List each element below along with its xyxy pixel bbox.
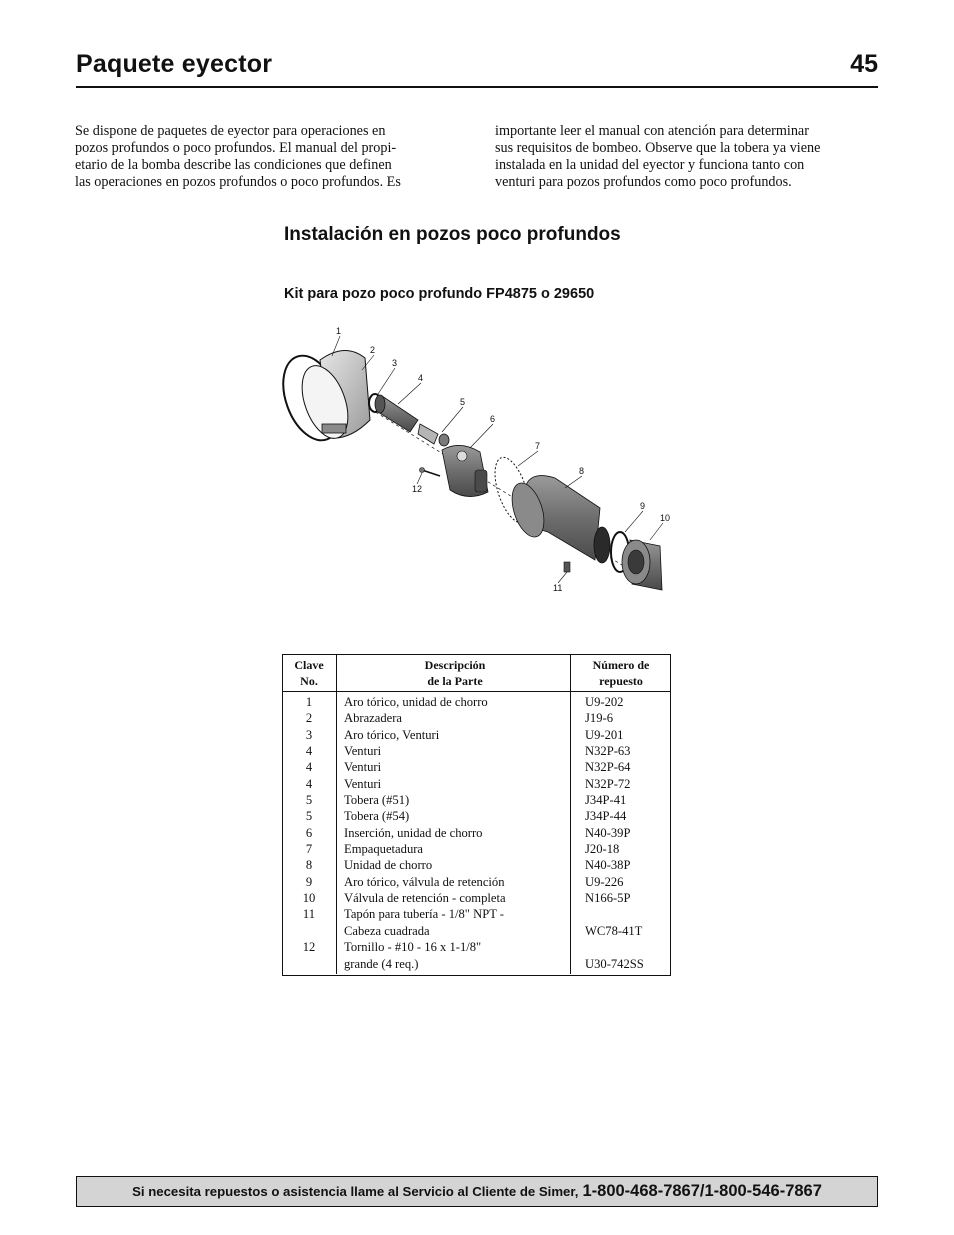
cell-part-number: J34P-44 — [585, 809, 627, 824]
cell-part-number: N32P-63 — [585, 744, 631, 759]
cell-part-number — [571, 939, 672, 955]
intro-right-column — [495, 123, 885, 191]
header-part-line1: Número de — [592, 658, 650, 672]
venturi — [375, 395, 418, 432]
cell-key — [282, 956, 337, 974]
table-row — [282, 692, 671, 711]
cell-description: Abrazadera — [337, 710, 571, 726]
cell-key: 4 — [282, 743, 337, 759]
table-row — [282, 841, 671, 857]
leader-lines — [332, 336, 663, 583]
cell-part-number: N32P-72 — [585, 776, 631, 791]
cell-part-number: U9-202 — [585, 695, 624, 709]
cell-key: 3 — [282, 727, 337, 743]
callout-11: 11 — [553, 583, 563, 593]
jet-unit — [506, 476, 610, 563]
header-key — [282, 654, 337, 692]
callout-12: 12 — [412, 484, 423, 494]
cell-part-number: J20-18 — [585, 842, 620, 857]
intro-line: instalada en la unidad del eyector y funciona tanto con — [495, 157, 805, 173]
clamp — [293, 350, 370, 444]
cell-part-number: N40-39P — [585, 825, 631, 840]
cell-part-number: J34P-41 — [585, 793, 627, 808]
header-key-line1: Clave — [294, 658, 324, 672]
table-row — [282, 890, 671, 906]
header-part-line2: repuesto — [599, 674, 643, 688]
table-row — [282, 956, 671, 974]
table-row — [282, 825, 671, 841]
callout-9: 9 — [640, 501, 646, 511]
cell-description: Tobera (#54) — [337, 808, 571, 824]
header-part-number — [571, 654, 672, 692]
cell-description: Venturi — [337, 759, 571, 775]
table-row — [282, 874, 671, 890]
table-row — [282, 759, 671, 775]
check-valve — [622, 540, 662, 590]
cell-key: 1 — [282, 692, 337, 711]
cell-description: Inserción, unidad de chorro — [337, 825, 571, 841]
cell-key: 10 — [282, 890, 337, 906]
cell-description: Válvula de retención - completa — [337, 890, 571, 906]
callout-5: 5 — [460, 397, 466, 407]
footer-message: Si necesita repuestos o asistencia llame al Servicio al Cliente de Simer, — [132, 1184, 579, 1199]
cell-description: Venturi — [337, 776, 571, 792]
cell-part-number: N40-38P — [585, 858, 631, 873]
parts-table — [282, 654, 671, 974]
cell-description: Tobera (#51) — [337, 792, 571, 808]
header-desc-line2: de la Parte — [427, 674, 483, 688]
page-title: Paquete eyector — [76, 50, 273, 78]
cell-description: grande (4 req.) — [337, 956, 571, 974]
intro-line: Se dispone de paquetes de eyector para operaciones en — [75, 123, 386, 139]
callout-8: 8 — [579, 466, 585, 476]
cell-part-number: N32P-64 — [585, 760, 631, 775]
callout-4: 4 — [418, 373, 424, 383]
intro-left-column — [75, 123, 459, 191]
cell-part-number: U9-201 — [585, 727, 624, 742]
intro-line: las operaciones en pozos profundos o poco profundos. Es — [75, 174, 401, 190]
cell-key: 12 — [282, 939, 337, 955]
cell-key: 6 — [282, 825, 337, 841]
intro-line: pozos profundos o poco profundos. El manual del propi- — [75, 140, 397, 156]
cell-key: 8 — [282, 857, 337, 873]
intro-line: sus requisitos de bombeo. Observe que la tobera ya viene — [495, 140, 821, 156]
table-row — [282, 808, 671, 824]
page-number: 45 — [850, 50, 878, 78]
callout-3: 3 — [392, 358, 398, 368]
cell-description: Tapón para tubería - 1/8" NPT - — [337, 906, 571, 922]
header-description — [337, 654, 571, 692]
table-row — [282, 857, 671, 873]
table-row — [282, 923, 671, 939]
jet-insert — [442, 445, 488, 496]
cell-part-number: J19-6 — [585, 711, 613, 726]
screw — [420, 468, 441, 477]
intro-line: venturi para pozos profundos como poco profundos. — [495, 174, 792, 190]
exploded-parts-diagram — [270, 320, 690, 600]
header-key-line2: No. — [300, 674, 318, 688]
cell-part-number — [571, 906, 672, 922]
header-desc-line1: Descripción — [424, 658, 486, 672]
cell-description: Empaquetadura — [337, 841, 571, 857]
footer-banner — [76, 1176, 878, 1207]
cell-description: Unidad de chorro — [337, 857, 571, 873]
callout-10: 10 — [660, 513, 671, 523]
callout-2: 2 — [370, 345, 376, 355]
callout-7: 7 — [535, 441, 541, 451]
intro-line: etario de la bomba describe las condiciones que definen — [75, 157, 392, 173]
cell-key: 11 — [282, 906, 337, 922]
cell-key: 9 — [282, 874, 337, 890]
table-row — [282, 792, 671, 808]
footer-phone: 1-800-468-7867/1-800-546-7867 — [582, 1182, 822, 1200]
cell-key: 2 — [282, 710, 337, 726]
cell-description: Cabeza cuadrada — [337, 923, 571, 939]
cell-key: 5 — [282, 792, 337, 808]
cell-description: Aro tórico, válvula de retención — [337, 874, 571, 890]
table-header-row — [282, 654, 671, 692]
cell-description: Aro tórico, Venturi — [337, 727, 571, 743]
callout-1: 1 — [336, 326, 342, 336]
cell-key — [282, 923, 337, 939]
cell-part-number: U9-226 — [585, 874, 624, 889]
table-row — [282, 727, 671, 743]
cell-key: 4 — [282, 776, 337, 792]
parts-table-body — [282, 692, 671, 974]
table-row — [282, 776, 671, 792]
cell-part-number: U30-742SS — [585, 956, 644, 971]
nozzle — [418, 424, 449, 446]
intro-line: importante leer el manual con atención para determinar — [495, 123, 809, 139]
kit-title: Kit para pozo poco profundo FP4875 o 29650 — [284, 286, 595, 302]
section-title: Instalación en pozos poco profundos — [284, 224, 621, 245]
cell-description: Aro tórico, unidad de chorro — [337, 692, 571, 711]
table-row — [282, 743, 671, 759]
table-row — [282, 906, 671, 922]
cell-description: Venturi — [337, 743, 571, 759]
cell-key: 4 — [282, 759, 337, 775]
callout-6: 6 — [490, 414, 496, 424]
pipe-plug — [564, 562, 570, 572]
table-row — [282, 710, 671, 726]
table-row — [282, 939, 671, 955]
cell-key: 7 — [282, 841, 337, 857]
page-header — [76, 50, 878, 88]
cell-part-number: WC78-41T — [585, 923, 643, 938]
cell-key: 5 — [282, 808, 337, 824]
cell-description: Tornillo - #10 - 16 x 1-1/8" — [337, 939, 571, 955]
cell-part-number: N166-5P — [585, 891, 631, 906]
